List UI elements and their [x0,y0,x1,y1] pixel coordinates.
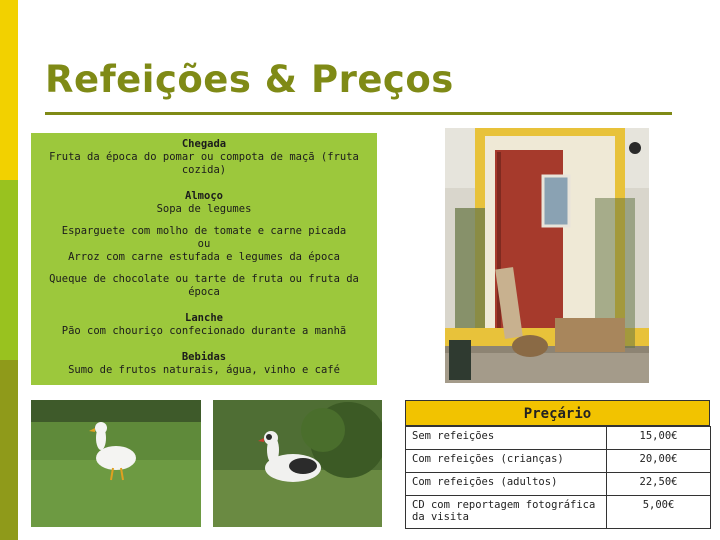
menu-text-main-2: Arroz com carne estufada e legumes da época [68,251,340,263]
pricing-header: Preçário [405,400,710,426]
accent-bar-yellow [0,0,18,180]
menu-box [31,133,377,385]
table-row [406,496,711,529]
menu-text-dessert: Queque de chocolate ou tarte de fruta ou fruta da época [49,273,359,298]
price-value: 20,00€ [607,450,711,473]
accent-bar-olive [0,360,18,540]
menu-heading-lanche: Lanche [185,312,223,324]
pricing-table [405,426,711,529]
menu-text-starter: Sopa de legumes [156,203,252,215]
black-white-duck-photo [213,400,382,527]
table-row [406,427,711,450]
menu-text-main-1: Esparguete com molho de tomate e carne picada [61,225,347,237]
red-door-photo [445,128,649,383]
menu-heading-chegada: Chegada [181,138,227,150]
price-value: 5,00€ [607,496,711,529]
price-value: 22,50€ [607,473,711,496]
price-value: 15,00€ [607,427,711,450]
menu-section-chegada [31,138,377,177]
menu-section-lanche [31,312,377,338]
table-row [406,450,711,473]
page-title: Refeições & Preços [45,58,454,101]
price-label: CD com reportagem fotográfica da visita [406,496,607,529]
menu-heading-almoco: Almoço [185,190,223,202]
price-label: Com refeições (crianças) [406,450,607,473]
menu-text-chegada: Fruta da época do pomar ou compota de maçã (fruta cozida) [49,151,359,176]
white-goose-photo [31,400,201,527]
title-underline [45,112,672,115]
price-label: Sem refeições [406,427,607,450]
menu-text-lanche: Pão com chouriço confecionado durante a manhã [61,325,347,337]
menu-heading-bebidas: Bebidas [181,351,227,363]
accent-bar-green [0,180,18,360]
price-label: Com refeições (adultos) [406,473,607,496]
menu-text-bebidas: Sumo de frutos naturais, água, vinho e café [68,364,340,376]
menu-section-almoco [31,190,377,299]
table-row [406,473,711,496]
menu-text-main-or: ou [197,238,211,250]
menu-section-bebidas [31,351,377,377]
